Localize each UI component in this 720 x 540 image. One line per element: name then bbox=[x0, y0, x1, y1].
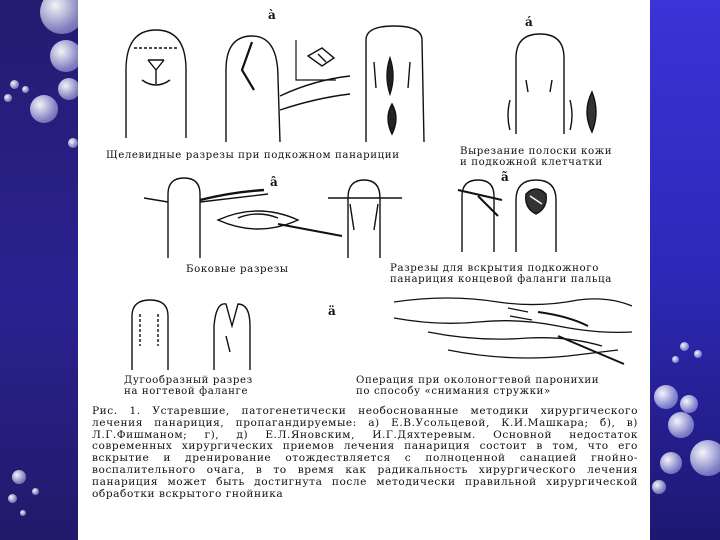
figure-letter-b: á bbox=[525, 15, 533, 29]
decor-bubble bbox=[680, 395, 698, 413]
left-decor-panel bbox=[0, 0, 78, 540]
decor-bubble bbox=[668, 412, 694, 438]
right-decor-panel bbox=[650, 0, 720, 540]
caption-slit-incisions: Щелевидные разрезы при подкожном панариции bbox=[106, 150, 400, 161]
figure-letter-e: ä bbox=[328, 304, 336, 318]
decor-bubble bbox=[10, 80, 19, 89]
decor-bubble bbox=[4, 94, 12, 102]
caption-arc-incision: Дугообразный разрез на ногтевой фаланге bbox=[124, 375, 253, 397]
illustration-paronychia-operation bbox=[388, 292, 638, 374]
decor-bubble bbox=[58, 78, 78, 100]
illustration-slit-incisions bbox=[104, 18, 434, 146]
decor-bubble bbox=[654, 385, 678, 409]
figure-letter-a: à bbox=[268, 8, 276, 22]
caption-paronychia-operation: Операция при околоногтевой паронихии по способу «снимания стружки» bbox=[356, 375, 600, 397]
decor-bubble bbox=[30, 95, 58, 123]
scanned-page bbox=[78, 0, 650, 540]
decor-bubble bbox=[680, 342, 689, 351]
decor-bubble bbox=[690, 440, 720, 476]
decor-bubble bbox=[32, 488, 39, 495]
figure-letter-c: â bbox=[270, 175, 278, 189]
decor-bubble bbox=[672, 356, 679, 363]
decor-bubble bbox=[50, 40, 78, 72]
caption-lateral-incisions: Боковые разрезы bbox=[186, 264, 289, 275]
illustration-lateral-incisions bbox=[128, 172, 418, 260]
illustration-arc-incision bbox=[118, 296, 268, 372]
decor-bubble bbox=[652, 480, 666, 494]
decor-bubble bbox=[12, 470, 26, 484]
decor-bubble bbox=[22, 86, 29, 93]
decor-bubble bbox=[40, 0, 78, 34]
decor-bubble bbox=[68, 138, 78, 148]
caption-skin-strip-excision: Вырезание полоски кожи и подкожной клетчатки bbox=[460, 146, 613, 168]
figure-legend-text: Рис. 1. Устаревшие, патогенетически необоснованные методики хирургического лечения панариция, пропагандируемые: а) Е.В.Усольцевой, К.И.Машкара; б), в) Л.Г.Фишманом; г), д) Е.Л.Яновским, И.Г.Дяхтеревым. Основной недостаток современных хирургических приемов лечения панариция состоит в том, что его вскрытие и дренирование отождествляется с полноценной санацией гнойно-воспалительного очага, в то время как радикальность хирургического лечения панариция может быть достигнута после методически правильной хирургической обработки вскрытого гнойника bbox=[92, 405, 638, 500]
decor-bubble bbox=[694, 350, 702, 358]
decor-bubble bbox=[660, 452, 682, 474]
decor-bubble bbox=[8, 494, 17, 503]
decor-bubble bbox=[20, 510, 26, 516]
illustration-skin-strip-excision bbox=[496, 30, 626, 138]
figure-letter-d: ã bbox=[501, 170, 509, 184]
caption-distal-phalanx-incisions: Разрезы для вскрытия подкожного панариция концевой фаланги пальца bbox=[390, 263, 612, 285]
illustration-distal-phalanx-incisions bbox=[438, 174, 628, 254]
